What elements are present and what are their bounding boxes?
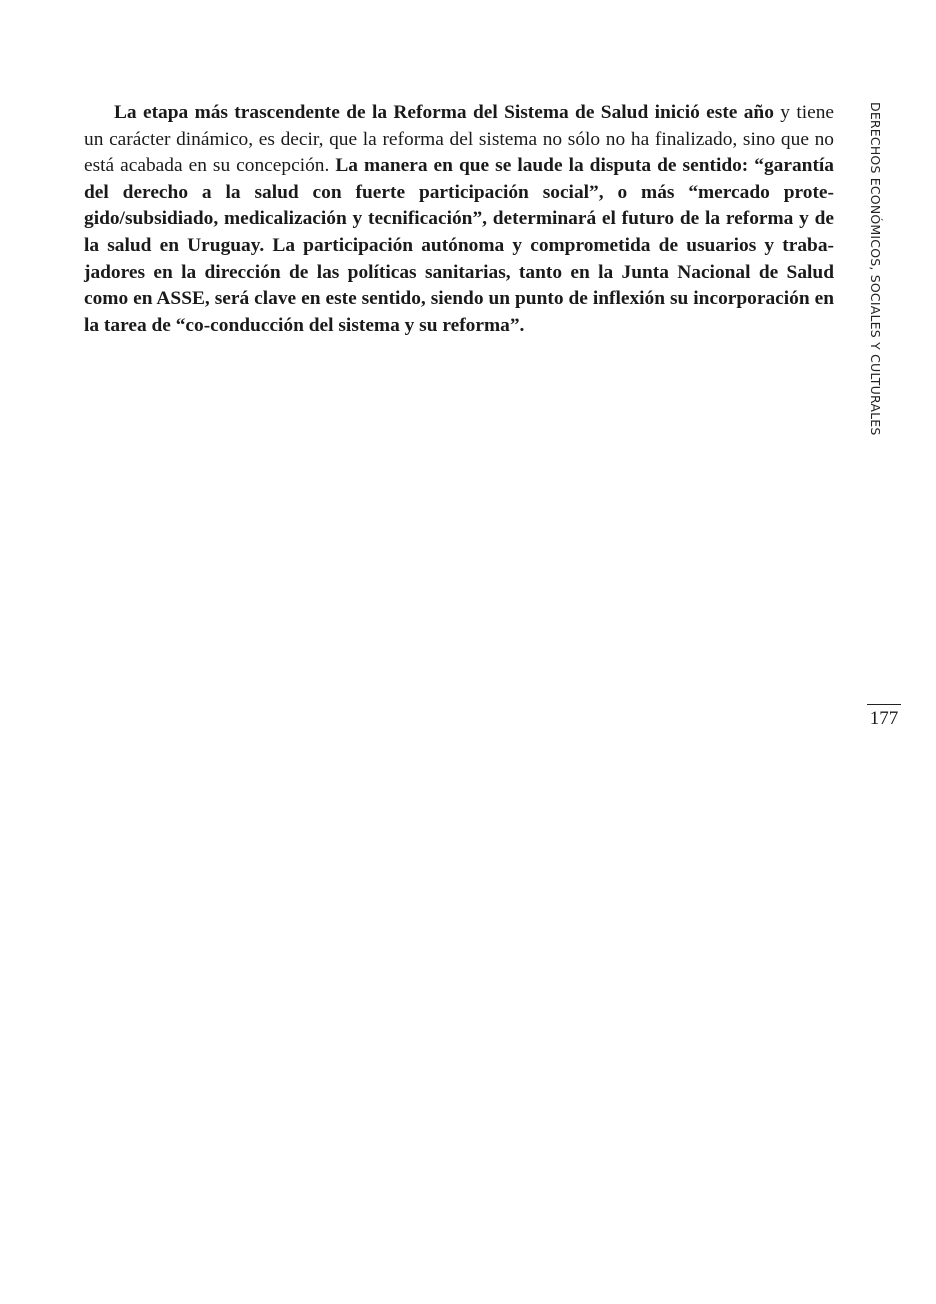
text-run: y tiene un carácter dinámico, es decir, que la reforma del sistema no sólo no ha finalizado, sino que no está acabada en su concepción. bbox=[84, 102, 834, 177]
running-head: DERECHOS ECONÓMICOS, SOCIALES Y CULTURALES bbox=[868, 102, 883, 436]
page-number: 177 bbox=[869, 708, 899, 729]
bold-run: La manera en que se laude la disputa de sentido: “garantía del derecho a la salud con fuerte participación social”, o más “mercado protegido/subsidiado, medicalización y tecnificación”, determinará el futuro de la reforma y de la salud en Uruguay. La participación autónoma y comprometida de usuarios y trabajadores en la dirección de las políticas sanitarias, tanto en la Junta Nacional de Salud como en ASSE, será clave en este sentido, siendo un punto de inflexión su incorporación en la tarea de “co-conducción del sistema y su reforma”. bbox=[84, 155, 834, 336]
bold-run: La etapa más trascendente de la Reforma del Sistema de Salud inició este año bbox=[114, 102, 774, 123]
page-number-rule bbox=[867, 704, 901, 705]
paragraph bbox=[84, 100, 834, 339]
body-text bbox=[84, 100, 834, 339]
